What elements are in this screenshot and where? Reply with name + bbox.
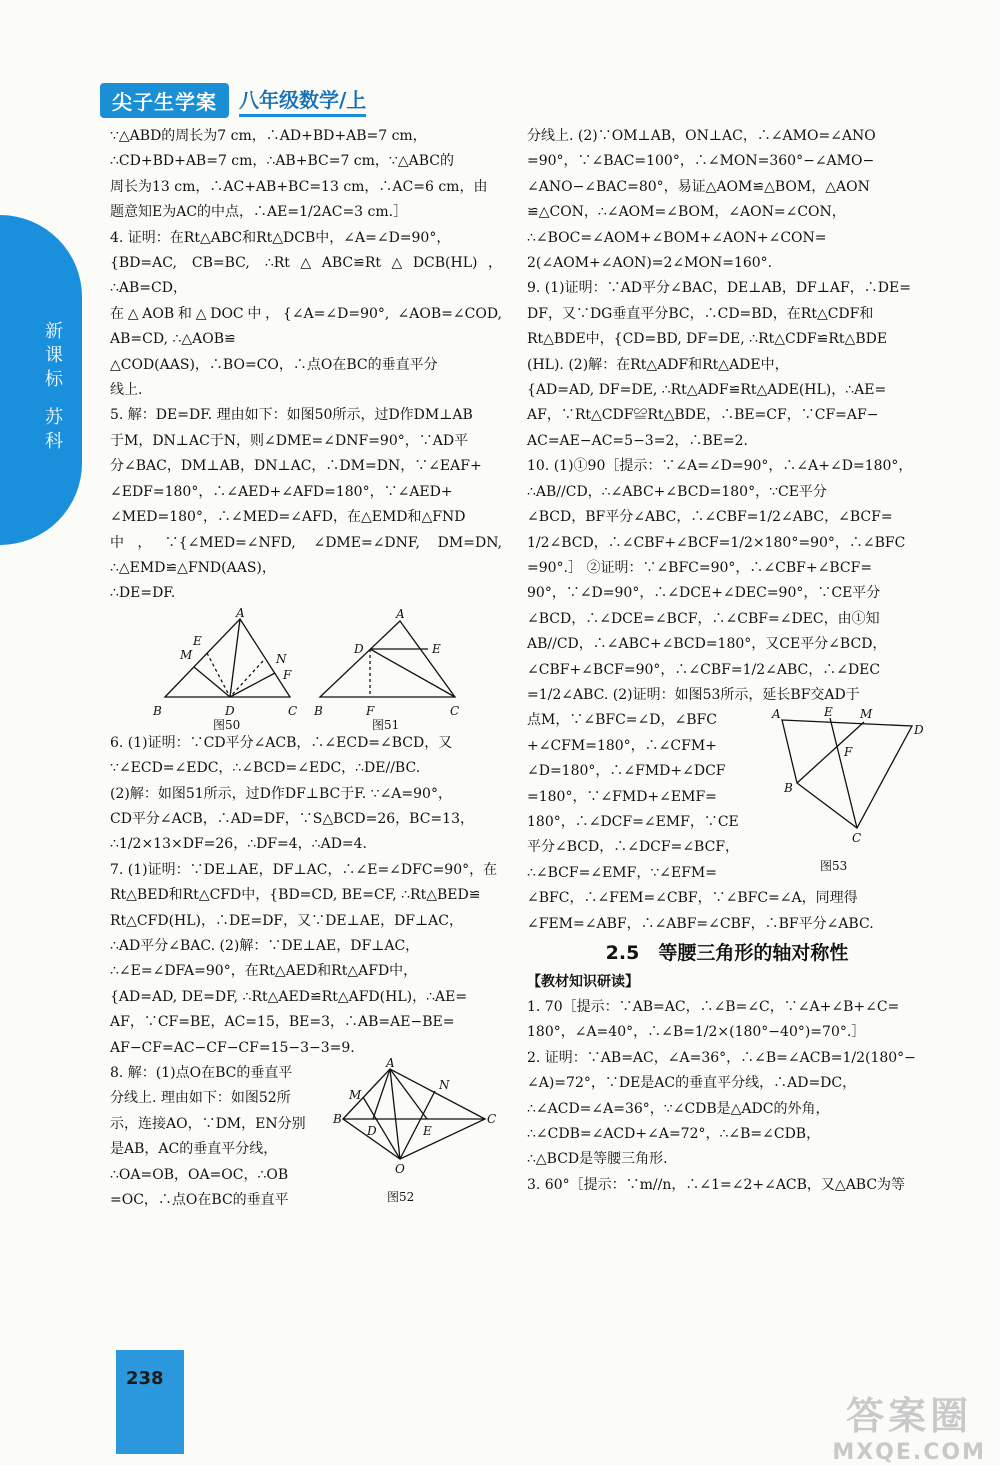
text-line: ∠BCD，∴∠DCE=∠BCF，∴∠CBF=∠DEC，由①知 xyxy=(527,610,880,627)
text-line: △COD(AAS)，∴BO=CO，∴点O在BC的垂直平分 xyxy=(110,356,438,373)
text-line: 4. 证明：在Rt△ABC和Rt△DCB中，∠A=∠D=90°， xyxy=(110,229,451,246)
fig50-label-a: A xyxy=(236,605,245,620)
text-line: (2)解：如图51所示，过D作DF⊥BC于F. ∵∠A=90°， xyxy=(110,785,452,802)
text-line: 中，∵{∠MED=∠NFD, ∠DME=∠DNF, DM=DN, ∴△EMD≌△FND(AAS)， xyxy=(110,534,502,576)
text-line: (HL). (2)解：在Rt△ADF和Rt△ADE中， xyxy=(527,356,789,373)
fig52-label-e: E xyxy=(423,1124,432,1138)
text-line: ∴AD平分∠BAC. (2)解：∵DE⊥AE，DF⊥AC， xyxy=(110,937,420,954)
text-line: ∠BFC，∴∠FEM=∠CBF，∵∠BFC=∠A，同理得 xyxy=(527,890,858,907)
text-line: 10. (1)①90［提示：∵∠A=∠D=90°，∴∠A+∠D=180°， xyxy=(527,458,913,475)
text-line: ∠ANO−∠BAC=80°，易证△AOM≌△BOM，△AON xyxy=(527,178,870,195)
fig53-label-f: F xyxy=(844,745,853,760)
text-line: 题意知E为AC的中点，∴AE=1/2AC=3 cm.］ xyxy=(110,204,408,221)
text-line: 9. (1)证明：∵AD平分∠BAC，DE⊥AB，DF⊥AF，∴DE= xyxy=(527,280,911,297)
bottom-bar xyxy=(116,1350,184,1454)
section-subhead: 【教材知识研读】 xyxy=(527,973,639,990)
text-line: =90°.］ ②证明：∵∠BFC=90°，∴∠CBF+∠BCF= xyxy=(527,559,873,576)
text-line: ∴∠BCF=∠EMF，∵∠EFM= xyxy=(527,864,717,881)
text-line: AF，∵CF=BE，AC=15，BE=3，∴AB=AE−BE= xyxy=(110,1014,455,1031)
text-line: 7. (1)证明：∵DE⊥AE，DF⊥AC，∴∠E=∠DFC=90°，在 xyxy=(110,861,498,878)
figure-50-51 xyxy=(110,605,502,732)
fig53-label-a: A xyxy=(772,707,781,722)
text-line: DF，又∵DG垂直平分BC，∴CD=BD，在Rt△CDF和 xyxy=(527,305,874,322)
fig50-label-b: B xyxy=(153,703,162,718)
text-line: ∴∠BOC=∠AOM+∠BOM+∠AON+∠CON= xyxy=(527,229,827,246)
brand-label: 尖子生学案 xyxy=(100,83,229,118)
text-line: 180°，∠A=40°，∴∠B=1/2×(180°−40°)=70°.］ xyxy=(527,1024,866,1041)
text-line: AB//CD，∴∠ABC+∠BCD=180°，又CE平分∠BCD， xyxy=(527,636,887,653)
fig52-label-n: N xyxy=(439,1078,450,1092)
text-line: {AD=AD, DE=DF, ∴Rt△AED≌Rt△AFD(HL)，∴AE= xyxy=(110,988,468,1005)
text-line: AF−CF=AC−CF−CF=15−3−3=9. xyxy=(110,1039,355,1056)
text-line: 2(∠AOM+∠AON)=2∠MON=160°. xyxy=(527,255,773,272)
fig52-label-c: C xyxy=(487,1112,497,1126)
section-title: 2.5 等腰三角形的轴对称性 xyxy=(605,942,849,965)
fig51-label-f: F xyxy=(366,703,375,718)
text-line: ∴CD+BD+AB=7 cm，∴AB+BC=7 cm，∵△ABC的 xyxy=(110,153,454,170)
watermark xyxy=(832,1385,986,1465)
page-number: 238 xyxy=(126,1368,164,1389)
fig51-label-a: A xyxy=(396,606,405,621)
fig51-label-d: D xyxy=(354,641,364,656)
text-line: 分线上. (2)∵OM⊥AB，ON⊥AC，∴∠AMO=∠ANO xyxy=(527,128,876,144)
grade-label: 八年级数学/上 xyxy=(239,84,366,117)
text-line: 分∠BAC，DM⊥AB，DN⊥AC，∴DM=DN，∵∠EAF+ xyxy=(110,458,482,475)
fig50-label-e: E xyxy=(193,633,202,648)
text-line: 周长为13 cm，∴AC+AB+BC=13 cm，∴AC=6 cm，由 xyxy=(110,178,488,195)
text-line: ≌△CON，∴∠AOM=∠BOM，∠AON=∠CON， xyxy=(527,204,846,221)
text-line: ∠CBF+∠BCF=90°，∴∠CBF=1/2∠ABC，∴∠DEC xyxy=(527,661,881,678)
text-line: ∴∠CDB=∠ACD+∠A=72°，∴∠B=∠CDB， xyxy=(527,1126,821,1142)
text-line: AF，∵Rt△CDF≌Rt△BDE，∴BE=CF，∵CF=AF− xyxy=(527,407,879,424)
fig52-label-m: M xyxy=(349,1088,362,1102)
text-line: 5. 解：DE=DF. 理由如下：如图50所示，过D作DM⊥AB xyxy=(110,407,473,424)
fig53-label-m: M xyxy=(860,707,873,722)
fig53-caption: 图53 xyxy=(820,859,848,874)
text-line: 8. 解：(1)点O在BC的垂直平 xyxy=(110,1065,293,1081)
fig51-caption: 图51 xyxy=(372,717,400,732)
text-line: =OC，∴点O在BC的垂直平 xyxy=(110,1192,289,1209)
text-line: ∴AB//CD，∴∠ABC+∠BCD=180°，∵CE平分 xyxy=(527,483,827,500)
text-line: ∴∠E=∠DFA=90°，在Rt△AED和Rt△AFD中， xyxy=(110,963,418,980)
fig52-label-o: O xyxy=(395,1162,405,1176)
text-line: 180°，∴∠DCF=∠EMF，∵CE xyxy=(527,813,739,830)
fig51-label-c: C xyxy=(450,703,460,718)
text-line: Rt△CFD(HL)，∴DE=DF，又∵DE⊥AE，DF⊥AC， xyxy=(110,912,463,929)
text-line: 示，连接AO，∵DM，EN分别 xyxy=(110,1115,306,1132)
text-line: +∠CFM=180°，∴∠CFM+ xyxy=(527,737,717,754)
fig51-label-e: E xyxy=(432,641,441,656)
problem-8-block xyxy=(110,1056,502,1213)
fig50-label-m: M xyxy=(180,647,193,662)
side-tab-text xyxy=(40,320,68,454)
fig53-label-c: C xyxy=(852,831,862,846)
fig50-label-n: N xyxy=(276,651,287,666)
fig52-label-b: B xyxy=(333,1112,342,1126)
text-line: 3. 60°［提示：∵m//n，∴∠1=∠2+∠ACB，又△ABC为等 xyxy=(527,1176,906,1193)
text-line: {BD=AC, CB=BC, ∴Rt△ABC≌Rt△DCB(HL)，∴AB=CD， xyxy=(110,255,502,297)
text-line: CD平分∠ACB，∴AD=DF，∵S△BCD=26，BC=13， xyxy=(110,810,474,827)
text-line: {AD=AD, DF=DE, ∴Rt△ADF≌Rt△ADE(HL)，∴AE= xyxy=(527,382,887,399)
text-line: 线上. xyxy=(110,382,143,399)
text-line: 在△AOB和△DOC中，{∠A=∠D=90°, ∠AOB=∠COD, AB=CD, ∴△AOB≌ xyxy=(110,305,502,348)
text-line: 平分∠BCD，∴∠DCF=∠BCF， xyxy=(527,839,740,856)
fig50-label-c: C xyxy=(288,703,298,718)
text-line: 6. (1)证明：∵CD平分∠ACB，∴∠ECD=∠BCD，又 xyxy=(110,734,453,751)
text-line: 分线上. 理由如下：如图52所 xyxy=(110,1090,291,1107)
text-line: ∠D=180°，∴∠FMD+∠DCF xyxy=(527,763,726,780)
text-line: 1/2∠BCD，∴∠CBF+∠BCF=1/2×180°=90°，∴∠BFC xyxy=(527,534,906,551)
text-line: ∵△ABD的周长为7 cm，∴AD+BD+AB=7 cm， xyxy=(110,128,427,144)
text-line: ∴OA=OB，OA=OC，∴OB xyxy=(110,1166,289,1183)
fig52-label-a: A xyxy=(386,1056,395,1070)
text-line: ∠EDF=180°，∴∠AED+∠AFD=180°，∵∠AED+ xyxy=(110,483,453,500)
left-column xyxy=(110,124,502,1213)
text-line: ∴△BCD是等腰三角形. xyxy=(527,1151,668,1168)
text-line: 是AB，AC的垂直平分线， xyxy=(110,1141,278,1158)
text-line: 1. 70［提示：∵AB=AC，∴∠B=∠C，∵∠A+∠B+∠C= xyxy=(527,998,900,1015)
fig52-label-d: D xyxy=(367,1124,377,1138)
text-line: ∠MED=180°，∴∠MED=∠AFD，在△EMD和△FND xyxy=(110,509,466,526)
text-line: 点M，∵∠BFC=∠D，∠BFC xyxy=(527,712,717,729)
fig53-label-d: D xyxy=(914,723,924,738)
watermark-line1: 答案圈 xyxy=(846,1394,973,1438)
fig50-caption: 图50 xyxy=(213,717,241,732)
text-line: ∠FEM=∠ABF，∴∠ABF=∠CBF，∴BF平分∠ABC. xyxy=(527,915,874,932)
fig50-label-f: F xyxy=(283,667,292,682)
problem-10-2-block xyxy=(527,705,927,886)
figure-53 xyxy=(772,705,927,886)
right-column xyxy=(527,124,927,1198)
text-line: AC=AE−AC=5−3=2，∴BE=2. xyxy=(527,432,748,449)
text-line: ∵∠ECD=∠EDC，∴∠BCD=∠EDC，∴DE//BC. xyxy=(110,760,421,777)
page-header xyxy=(100,84,366,116)
fig51-label-b: B xyxy=(314,703,323,718)
side-tab-line2: 苏科 xyxy=(45,407,63,452)
text-line: Rt△BED和Rt△CFD中，{BD=CD, BE=CF, ∴Rt△BED≌ xyxy=(110,887,481,904)
text-line: 2. 证明：∵AB=AC，∠A=36°，∴∠B=∠ACB=1/2(180°− xyxy=(527,1049,916,1066)
text-line: ∴∠ACD=∠A=36°，∵∠CDB是△ADC的外角， xyxy=(527,1100,830,1117)
text-line: ∴1/2×13×DF=26，∴DF=4，∴AD=4. xyxy=(110,836,368,853)
text-line: Rt△BDE中，{CD=BD, DF=DE, ∴Rt△CDF≌Rt△BDE xyxy=(527,331,888,348)
figure-52 xyxy=(333,1056,497,1211)
side-tab-line1: 新课标 xyxy=(45,321,63,390)
text-line: 90°，∵∠D=90°，∴∠DCE+∠DEC=90°，∵CE平分 xyxy=(527,585,881,602)
text-line: ∴DE=DF. xyxy=(110,585,176,602)
watermark-line2: MXQE.COM xyxy=(832,1440,986,1465)
text-line: ∠A)=72°，∵DE是AC的垂直平分线，∴AD=DC， xyxy=(527,1075,857,1092)
text-line: =1/2∠ABC. (2)证明：如图53所示，延长BF交AD于 xyxy=(527,686,860,703)
fig53-label-b: B xyxy=(784,781,793,796)
text-line: =180°，∵∠FMD+∠EMF= xyxy=(527,788,717,805)
fig52-caption: 图52 xyxy=(387,1190,415,1204)
fig53-label-e: E xyxy=(824,705,833,720)
text-line: =90°，∵∠BAC=100°，∴∠MON=360°−∠AMO− xyxy=(527,153,875,170)
text-line: ∠BCD，BF平分∠ABC，∴∠CBF=1/2∠ABC，∠BCF= xyxy=(527,509,893,526)
text-line: 于M，DN⊥AC于N，则∠DME=∠DNF=90°，∵AD平 xyxy=(110,432,469,449)
fig50-label-d: D xyxy=(225,703,235,718)
